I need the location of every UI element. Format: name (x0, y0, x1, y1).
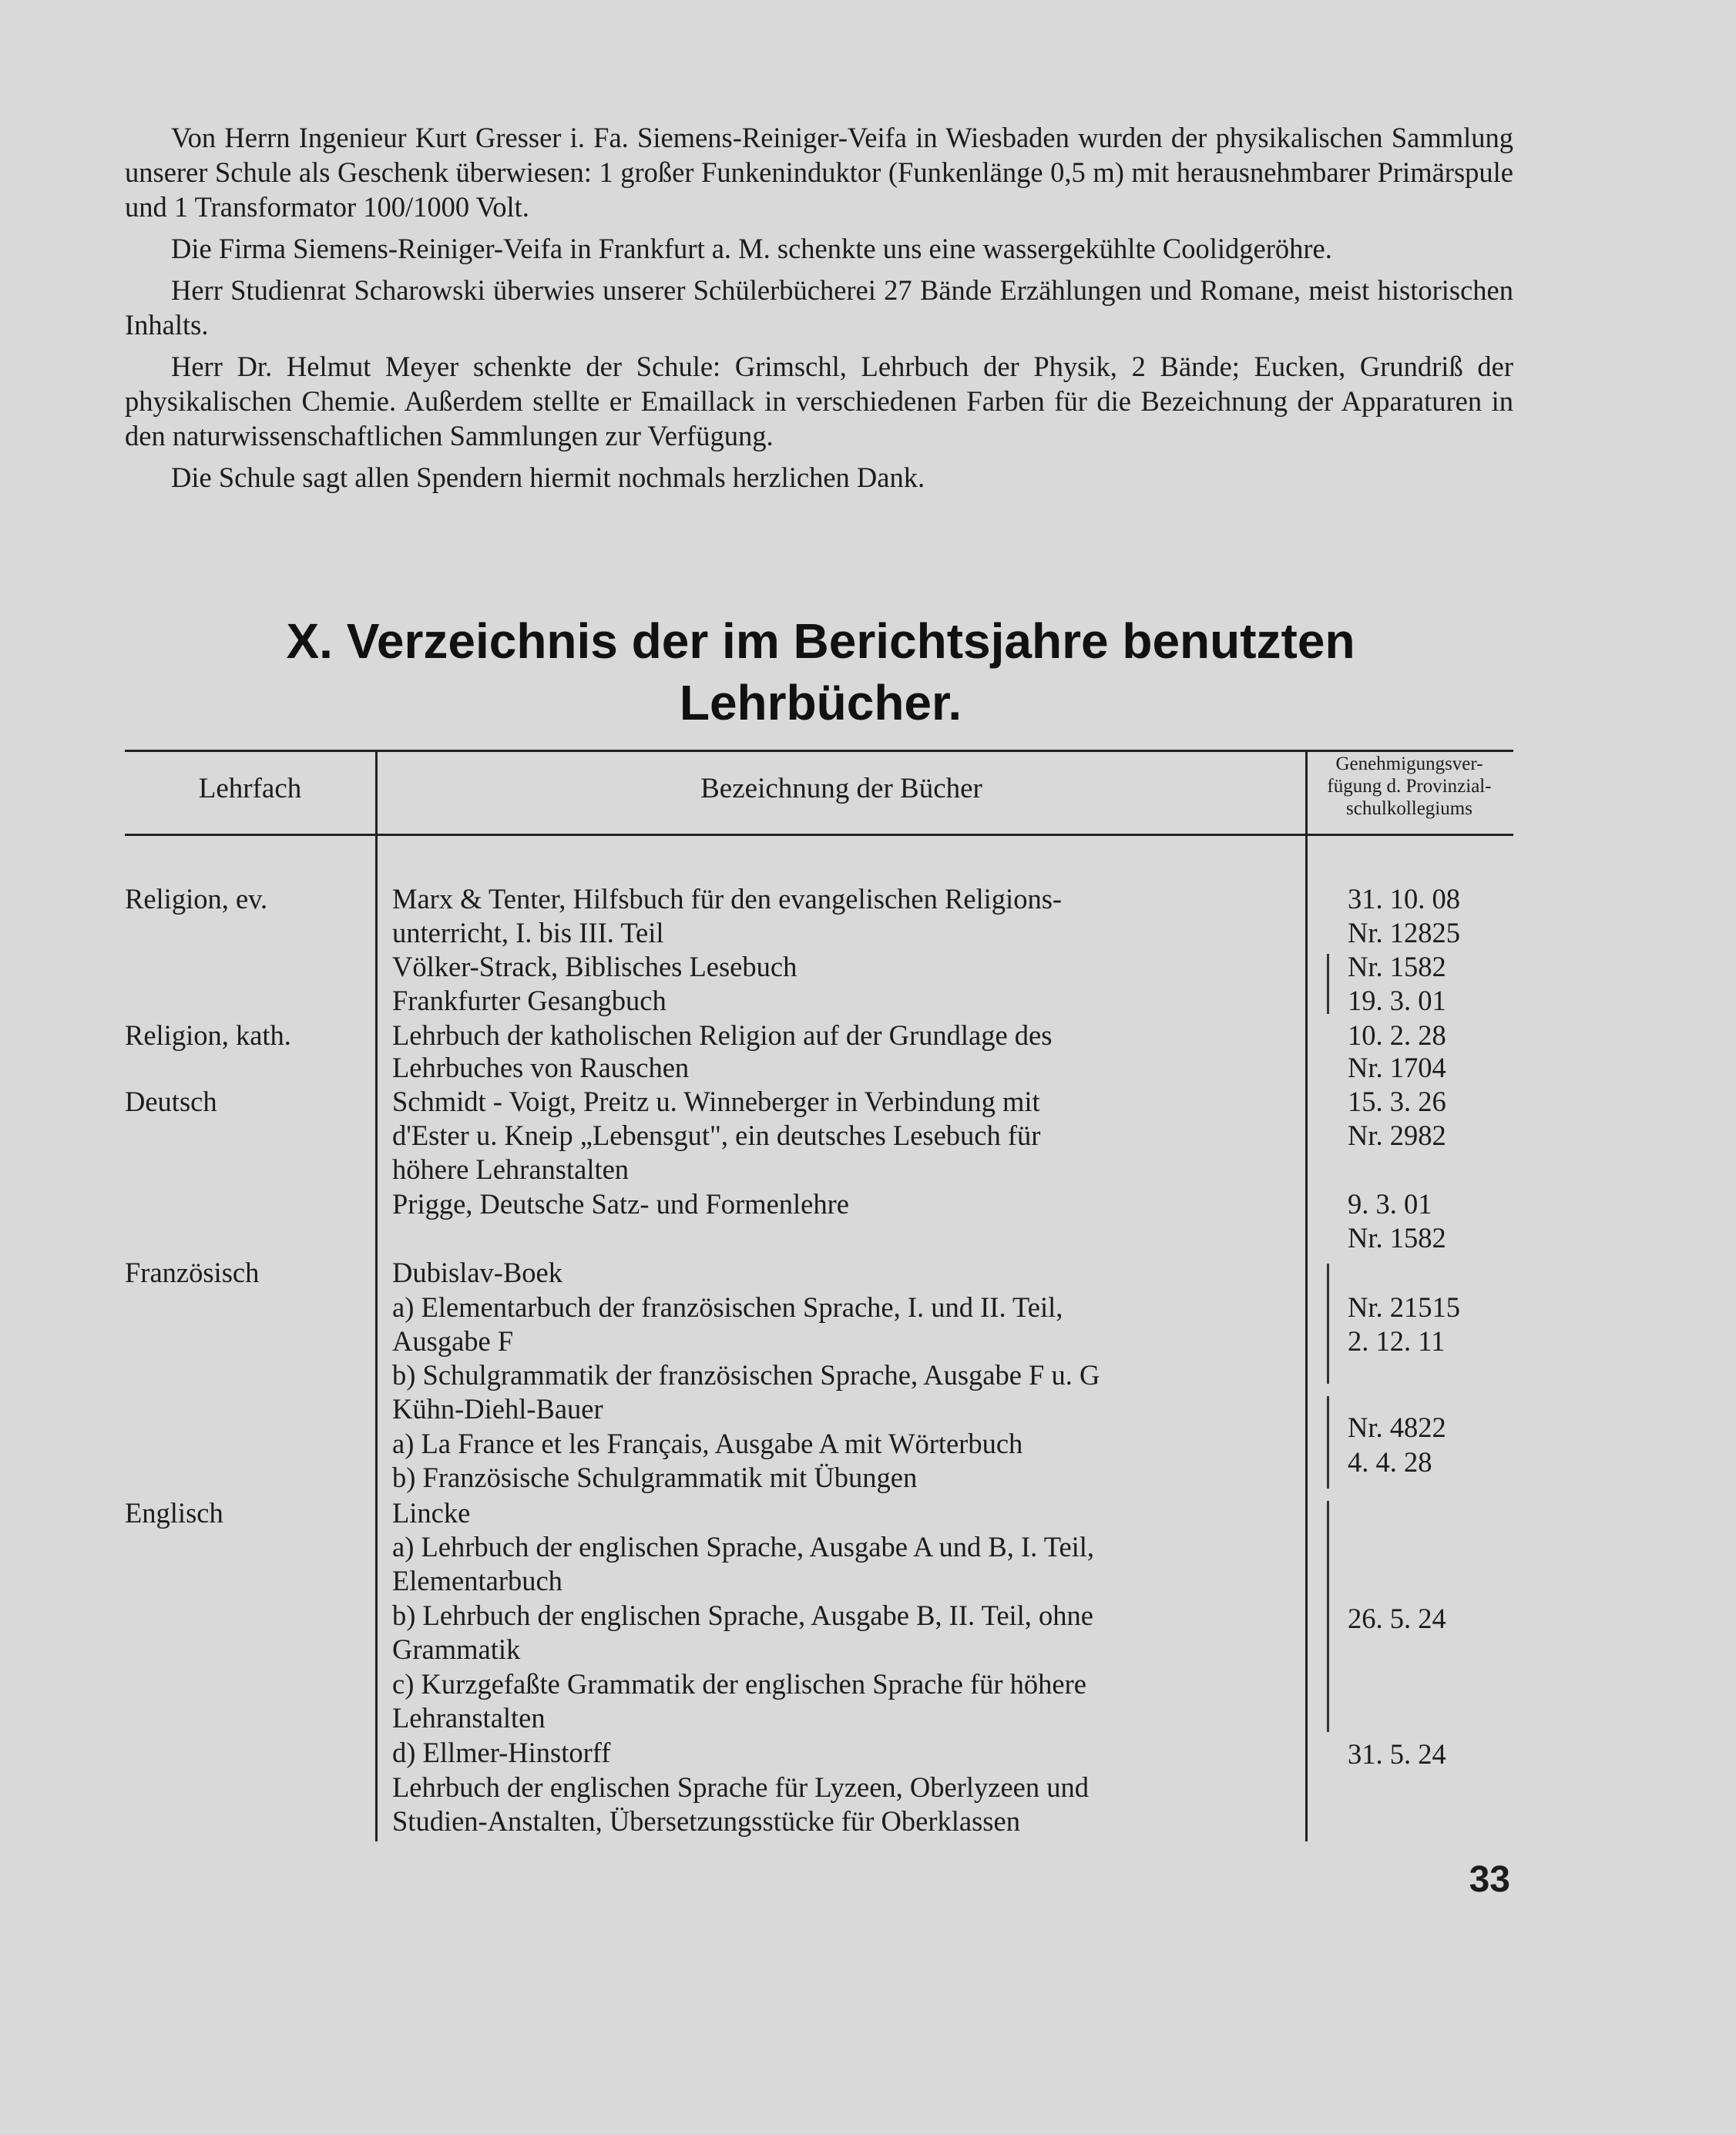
subject-deutsch: Deutsch (125, 1086, 217, 1117)
approval-date: 26. 5. 24 (1348, 1603, 1446, 1634)
book-line: Frankfurter Gesangbuch (392, 985, 667, 1016)
book-line: Kühn-Diehl-Bauer (392, 1393, 603, 1425)
book-line: unterricht, I. bis III. Teil (392, 917, 664, 948)
section-heading-line-1: X. Verzeichnis der im Berichtsjahre benutzten (286, 613, 1355, 669)
column-header-approval-line-2: fügung d. Provinzial- (1327, 776, 1492, 797)
grouping-brace (1327, 1264, 1332, 1384)
column-header-approval-line-1: Genehmigungsver- (1335, 754, 1483, 774)
book-line: Lehrbuches von Rauschen (392, 1052, 690, 1083)
book-line: Studien-Anstalten, Übersetzungsstücke für Oberklassen (392, 1805, 1020, 1837)
book-line: b) Schulgrammatik der französischen Sprache, Ausgabe F u. G (392, 1359, 1100, 1391)
approval-date: 31. 5. 24 (1348, 1738, 1446, 1770)
section-heading (92, 610, 1549, 733)
book-line: Schmidt - Voigt, Preitz u. Winneberger in Verbindung mit (392, 1086, 1040, 1117)
approval-number: Nr. 4822 (1348, 1412, 1446, 1443)
book-line: höhere Lehranstalten (392, 1153, 630, 1185)
column-header-books: Bezeichnung der Bücher (700, 773, 982, 804)
approval-number: Nr. 1582 (1348, 1222, 1446, 1254)
paragraph-donation-meyer: Herr Dr. Helmut Meyer schenkte der Schule: Grimschl, Lehrbuch der Physik, 2 Bände; Eucken, Grundriß der physikalischen Chemie. Außerdem stellte er Emaillack in verschiedenen Farben für die Bezeichnung der Apparaturen in den naturwissenschaftlichen Sammlungen zur Verfügung. (125, 351, 1513, 452)
book-line: Prigge, Deutsche Satz- und Formenlehre (392, 1188, 849, 1220)
grouping-brace (1327, 954, 1332, 1014)
book-line: Lincke (392, 1497, 471, 1529)
subject-religion-ev: Religion, ev. (125, 883, 268, 915)
book-line: Lehrbuch der katholischen Religion auf der Grundlage des (392, 1019, 1053, 1051)
book-line: d'Ester u. Kneip „Lebensgut", ein deutsches Lesebuch für (392, 1120, 1041, 1151)
approval-number: Nr. 21515 (1348, 1291, 1460, 1323)
approval-date: 4. 4. 28 (1348, 1446, 1432, 1478)
grouping-brace (1327, 1501, 1332, 1732)
book-line: Ausgabe F (392, 1325, 514, 1357)
book-line: a) Elementarbuch der französischen Sprache, I. und II. Teil, (392, 1291, 1063, 1323)
approval-number: Nr. 1704 (1348, 1052, 1446, 1083)
book-line: b) Lehrbuch der englischen Sprache, Ausgabe B, II. Teil, ohne (392, 1600, 1094, 1631)
book-line: b) Französische Schulgrammatik mit Übungen (392, 1462, 918, 1493)
approval-date: 10. 2. 28 (1348, 1019, 1446, 1051)
paragraph-donation-scharowski: Herr Studienrat Scharowski überwies unserer Schülerbücherei 27 Bände Erzählungen und Romane, meist historischen Inhalts. (125, 274, 1513, 341)
intro-section (125, 120, 1513, 502)
page-number: 33 (1469, 1859, 1510, 1900)
approval-number: Nr. 12825 (1348, 917, 1460, 948)
subject-franzoesisch: Französisch (125, 1257, 260, 1288)
approval-date: 19. 3. 01 (1348, 985, 1446, 1016)
book-line: Marx & Tenter, Hilfsbuch für den evangelischen Religions- (392, 883, 1063, 915)
book-line: Lehrbuch der englischen Sprache für Lyzeen, Oberlyzeen und (392, 1771, 1089, 1803)
book-line: Grammatik (392, 1633, 521, 1665)
subject-englisch: Englisch (125, 1497, 223, 1529)
approval-number: Nr. 2982 (1348, 1120, 1446, 1151)
subject-religion-kath: Religion, kath. (125, 1019, 291, 1051)
approval-date: 2. 12. 11 (1348, 1325, 1446, 1357)
column-header-approval-line-3: schulkollegiums (1346, 798, 1472, 819)
book-line: Lehranstalten (392, 1702, 546, 1734)
table-column-divider-1 (375, 750, 378, 1841)
book-line: a) La France et les Français, Ausgabe A mit Wörterbuch (392, 1428, 1023, 1459)
column-header-approval (1308, 753, 1511, 820)
paragraph-donation-gresser: Von Herrn Ingenieur Kurt Gresser i. Fa. Siemens-Reiniger-Veifa in Wiesbaden wurden der physikalischen Sammlung unserer Schule als Geschenk überwiesen: 1 großer Funkeninduktor (Funkenlänge 0,5 m) mit herausnehmbarer Primärspule und 1 Transformator 100/1000 Volt. (125, 122, 1513, 223)
book-line: a) Lehrbuch der englischen Sprache, Ausgabe A und B, I. Teil, (392, 1531, 1095, 1563)
paragraph-donation-siemens: Die Firma Siemens-Reiniger-Veifa in Frankfurt a. M. schenkte uns eine wassergekühlte Coolidgeröhre. (171, 233, 1332, 264)
column-header-subject: Lehrfach (198, 773, 302, 804)
book-line: c) Kurzgefaßte Grammatik der englischen Sprache für höhere (392, 1668, 1086, 1700)
section-heading-line-2: Lehrbücher. (679, 675, 962, 730)
paragraph-thanks: Die Schule sagt allen Spendern hiermit nochmals herzlichen Dank. (171, 462, 925, 493)
approval-number: Nr. 1582 (1348, 951, 1446, 982)
grouping-brace (1327, 1396, 1332, 1489)
approval-date: 9. 3. 01 (1348, 1188, 1432, 1220)
book-line: d) Ellmer-Hinstorff (392, 1737, 611, 1768)
approval-date: 31. 10. 08 (1348, 883, 1460, 915)
approval-date: 15. 3. 26 (1348, 1086, 1446, 1117)
table-column-divider-2 (1305, 750, 1308, 1841)
book-line: Dubislav-Boek (392, 1257, 562, 1288)
book-line: Elementarbuch (392, 1565, 562, 1596)
book-line: Völker-Strack, Biblisches Lesebuch (392, 951, 797, 982)
